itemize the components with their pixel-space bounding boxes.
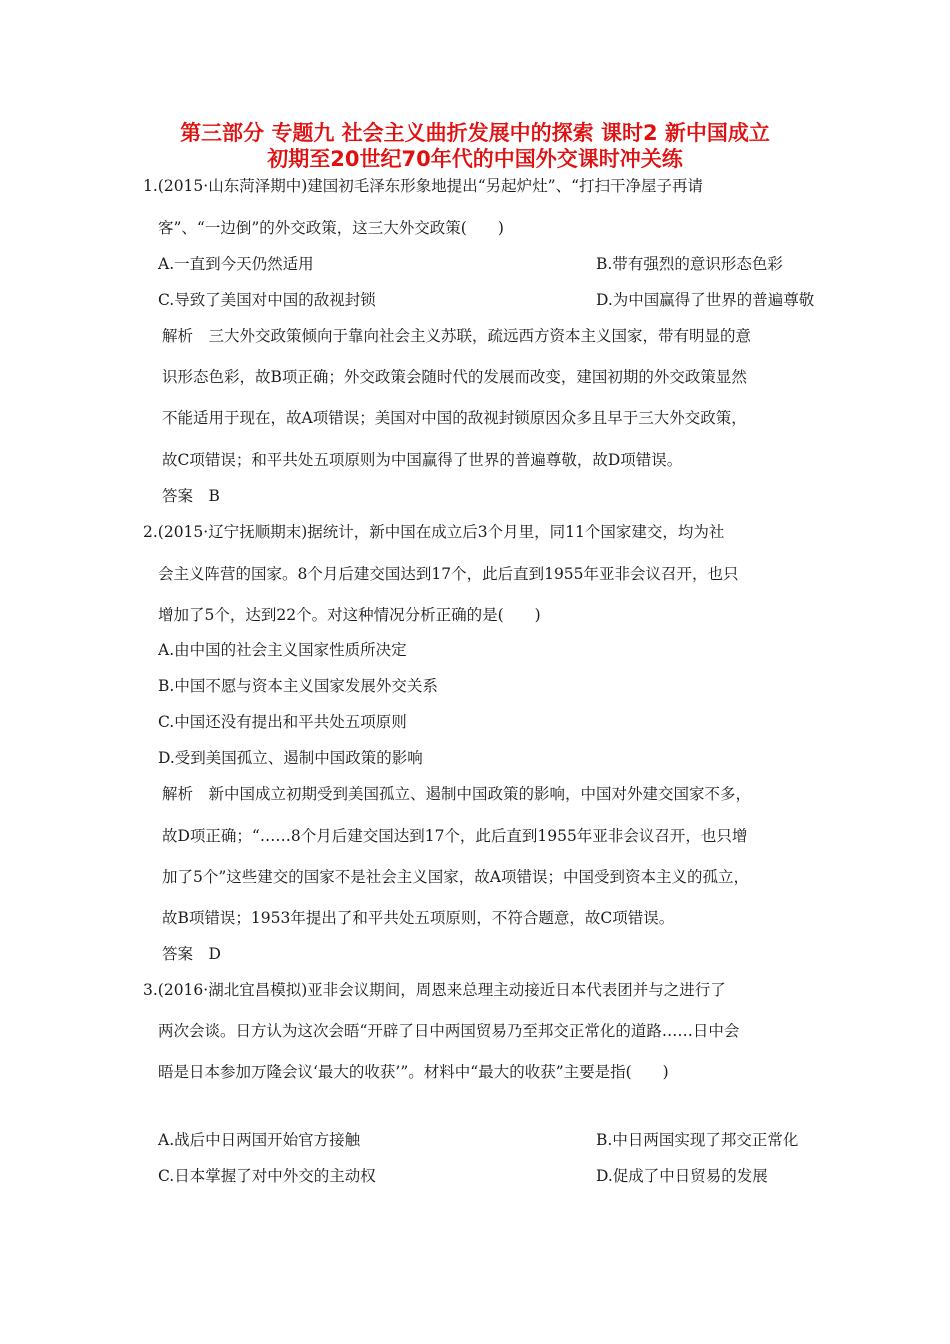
q2-answer: 答案 D: [162, 945, 221, 963]
q1-option-d: D.为中国赢得了世界的普遍尊敬: [596, 291, 815, 309]
q2-stem-line-2: 会主义阵营的国家。8个月后建交国达到17个，此后直到1955年亚非会议召开，也只: [158, 565, 739, 583]
q1-stem-line-2: 客”、“一边倒”的外交政策，这三大外交政策( ): [158, 219, 504, 237]
q1-option-c: C.导致了美国对中国的敌视封锁: [158, 291, 376, 309]
q2-option-d: D.受到美国孤立、遏制中国政策的影响: [158, 749, 423, 767]
document-title: [130, 120, 820, 172]
q1-explanation-line-1: 解析 三大外交政策倾向于靠向社会主义苏联，疏远西方资本主义国家，带有明显的意: [162, 327, 752, 345]
q3-option-b: B.中日两国实现了邦交正常化: [596, 1131, 799, 1149]
q3-option-c: C.日本掌握了对中外交的主动权: [158, 1167, 376, 1185]
q1-explanation-line-3: 不能适用于现在，故A项错误；美国对中国的敌视封锁原因众多且早于三大外交政策，: [162, 409, 747, 427]
q2-explanation-line-1: 解析 新中国成立初期受到美国孤立、遏制中国政策的影响，中国对外建交国家不多，: [162, 785, 752, 803]
q3-options-row-1: [158, 1130, 858, 1150]
q1-answer: 答案 B: [162, 487, 220, 505]
q2-option-c: C.中国还没有提出和平共处五项原则: [158, 713, 407, 731]
q3-options-row-2: [158, 1166, 858, 1186]
q2-stem-line-1: 2.(2015·辽宁抚顺期末)据统计，新中国在成立后3个月里，同11个国家建交，均为社: [143, 523, 725, 541]
q1-options-row-2: [158, 290, 858, 310]
q1-options-row-1: [158, 254, 858, 274]
q1-option-b: B.带有强烈的意识形态色彩: [596, 255, 783, 273]
q2-explanation-line-3: 加了5个”这些建交的国家不是社会主义国家，故A项错误；中国受到资本主义的孤立，: [162, 868, 749, 886]
q3-option-a: A.战后中日两国开始官方接触: [158, 1131, 361, 1149]
q1-stem-line-1: 1.(2015·山东菏泽期中)建国初毛泽东形象地提出“另起炉灶”、“打扫干净屋子再请: [143, 177, 704, 195]
q1-explanation-line-4: 故C项错误；和平共处五项原则为中国赢得了世界的普遍尊敬，故D项错误。: [162, 451, 683, 469]
q3-option-d: D.促成了中日贸易的发展: [596, 1167, 768, 1185]
q2-stem-line-3: 增加了5个，达到22个。对这种情况分析正确的是( ): [158, 606, 541, 624]
title-line-2: 初期至20世纪70年代的中国外交课时冲关练: [267, 147, 683, 171]
title-line-1: 第三部分 专题九 社会主义曲折发展中的探索 课时2 新中国成立: [180, 121, 770, 145]
q1-explanation-line-2: 识形态色彩，故B项正确；外交政策会随时代的发展而改变，建国初期的外交政策显然: [162, 368, 747, 386]
q3-stem-line-3: 晤是日本参加万隆会议‘最大的收获’”。材料中“最大的收获”主要是指( ): [158, 1063, 669, 1081]
q2-explanation-line-2: 故D项正确；“……8个月后建交国达到17个，此后直到1955年亚非会议召开，也只增: [162, 827, 748, 845]
q2-option-a: A.由中国的社会主义国家性质所决定: [158, 641, 407, 659]
q2-option-b: B.中国不愿与资本主义国家发展外交关系: [158, 677, 438, 695]
q3-stem-line-1: 3.(2016·湖北宜昌模拟)亚非会议期间，周恩来总理主动接近日本代表团并与之进行了: [143, 981, 726, 999]
q1-option-a: A.一直到今天仍然适用: [158, 255, 314, 273]
q3-stem-line-2: 两次会谈。日方认为这次会晤“开辟了日中两国贸易乃至邦交正常化的道路……日中会: [158, 1022, 740, 1040]
q2-explanation-line-4: 故B项错误；1953年提出了和平共处五项原则，不符合题意，故C项错误。: [162, 909, 675, 927]
